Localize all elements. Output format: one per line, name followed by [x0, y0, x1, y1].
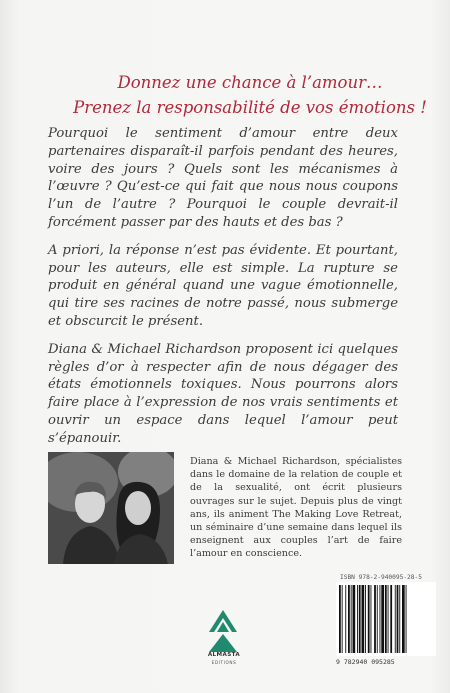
mountain-logo-icon: [208, 608, 238, 658]
isbn-label: ISBN 978-2-940095-28-5: [340, 574, 422, 581]
blurb-paragraph-2: A priori, la réponse n’est pas évidente. Et pourtant, pour les auteurs, elle est simple. La rupture se produit en général quand une vague émotionnelle, qui tire ses racines de notre passé, nous submerge et obscurcit le présent.: [48, 242, 398, 329]
author-bio: Diana & Michael Richardson, spécialistes dans le domaine de la relation de couple et de la sexualité, ont écrit plusieurs ouvrages sur le sujet. Depuis plus de vingt ans, ils animent The Making Love Retreat, un séminaire d’une semaine dans lequel ils enseignent aux couples l’art de faire l’amour en conscience.: [190, 456, 402, 560]
headline-line-1: Donnez une chance à l’amour…: [117, 73, 383, 92]
blurb-paragraph-1: Pourquoi le sentiment d’amour entre deux partenaires disparaît-il parfois pendant des heures, voire des jours ? Quels sont les mécanismes à l’œuvre ? Qu’est-ce qui fait que nous nous coupons l’un de l’autre ? Pourquoi le couple devrait-il forcément passer par des hauts et des bas ?: [48, 126, 398, 230]
blurb: [48, 125, 398, 458]
headline: [70, 70, 430, 120]
barcode-icon: [336, 582, 436, 656]
blurb-paragraph-3: Diana & Michael Richardson proposent ici quelques règles d’or à respecter afin de nous dégager des états émotionnels toxiques. Nous pourrons alors faire place à l’expression de nos vrais sentiments et ouvrir un espace dans lequel l’amour peut s’épanouir.: [48, 341, 398, 446]
author-photo-illustration: [48, 452, 174, 564]
headline-line-2: Prenez la responsabilité de vos émotions !: [73, 98, 427, 117]
barcode-number: 9 782940 095285: [336, 658, 395, 666]
author-photo: [48, 452, 174, 564]
publisher-name: ALMASTA: [207, 652, 241, 658]
publisher-subtitle: EDITIONS: [211, 660, 237, 665]
